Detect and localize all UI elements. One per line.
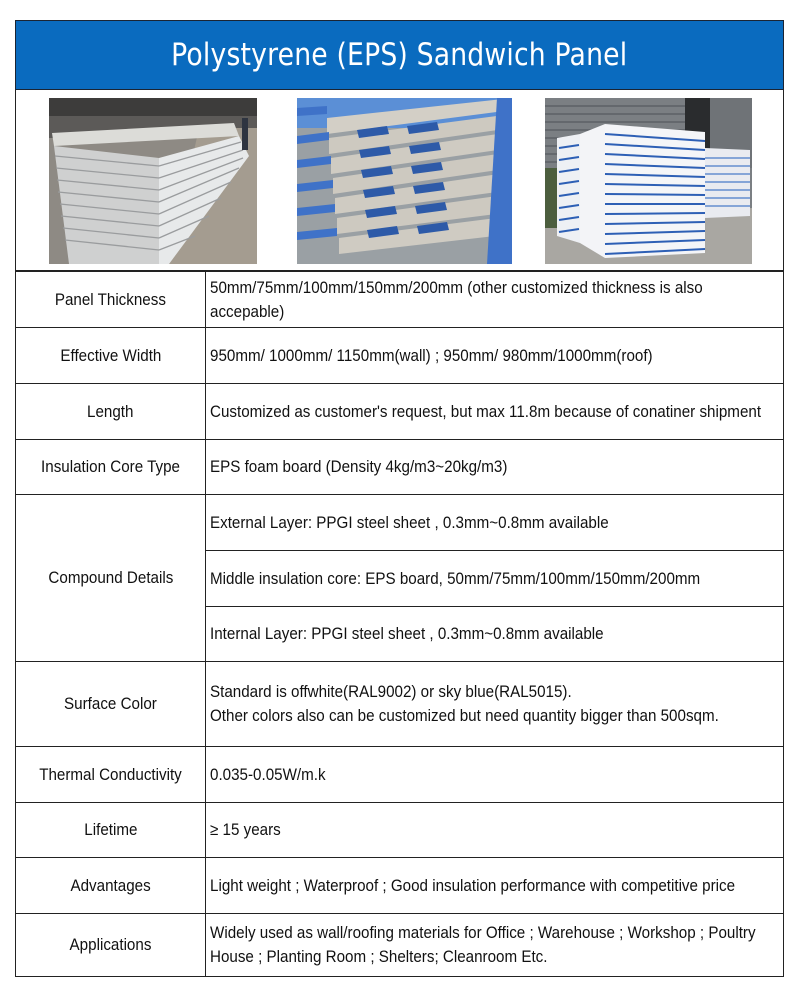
- row-label: [16, 858, 206, 914]
- label-text: Compound Details: [48, 569, 173, 587]
- value-text: 950mm/ 1000mm/ 1150mm(wall) ; 950mm/ 980mm/1000mm(roof): [210, 346, 653, 365]
- row-label: [16, 440, 206, 495]
- row-value: [206, 440, 784, 495]
- value-text: 0.035-0.05W/m.k: [210, 765, 326, 784]
- label-text: Effective Width: [60, 346, 161, 365]
- value-text: ≥ 15 years: [210, 821, 281, 839]
- panel-stack-image-3: [545, 98, 752, 264]
- table-row: [16, 747, 784, 803]
- label-text: Panel Thickness: [54, 290, 167, 309]
- table-row: [16, 803, 784, 858]
- stacked-blue-corrugated-roof-panels-photo: [297, 98, 512, 264]
- table-row: [16, 495, 784, 551]
- row-label: [16, 328, 206, 384]
- value-text: Internal Layer: PPGI steel sheet , 0.3mm~0.8mm available: [210, 625, 604, 643]
- row-label: [16, 803, 206, 858]
- label-text: Lifetime: [83, 821, 138, 839]
- compound-layer-middle: [206, 551, 784, 607]
- value-text-line-1: Standard is offwhite(RAL9002) or sky blue(RAL5015).: [210, 683, 572, 701]
- value-text: Middle insulation core: EPS board, 50mm/75mm/100mm/150mm/200mm: [210, 569, 701, 588]
- table-row: [16, 272, 784, 328]
- compound-layer-internal: [206, 607, 784, 662]
- label-text: Thermal Conductivity: [39, 765, 182, 784]
- row-label: [16, 384, 206, 440]
- panel-stack-image-2: [297, 98, 512, 264]
- row-value: [206, 803, 784, 858]
- spec-table: [15, 271, 784, 977]
- row-value: [206, 914, 784, 977]
- stacked-eps-wall-panels-warehouse-photo: [49, 98, 257, 264]
- table-row: [16, 914, 784, 977]
- row-value: [206, 747, 784, 803]
- title-banner: [15, 20, 784, 90]
- value-text-line-2: Other colors also can be customized but need quantity bigger than 500sqm.: [210, 707, 719, 725]
- row-label: [16, 747, 206, 803]
- table-row: [16, 440, 784, 495]
- label-text: Surface Color: [64, 695, 157, 713]
- table-row: [16, 858, 784, 914]
- row-value: [206, 858, 784, 914]
- compound-layer-external: [206, 495, 784, 551]
- row-value: [206, 662, 784, 747]
- table-row: [16, 384, 784, 440]
- label-text: Advantages: [70, 876, 151, 895]
- row-value: [206, 272, 784, 328]
- panel-stack-image-1: [49, 98, 257, 264]
- row-value: [206, 384, 784, 440]
- value-text: Light weight ; Waterproof ; Good insulation performance with competitive price: [210, 876, 736, 895]
- label-text: Insulation Core Type: [41, 458, 180, 476]
- product-spec-sheet: [15, 20, 784, 977]
- value-text: 50mm/75mm/100mm/150mm/200mm (other customized thickness is also accepable): [210, 278, 703, 321]
- value-text: Customized as customer's request, but max 11.8m because of conatiner shipment: [210, 402, 762, 421]
- stacked-white-blue-panels-outdoor-photo: [545, 98, 752, 264]
- row-label: [16, 272, 206, 328]
- value-text: EPS foam board (Density 4kg/m3~20kg/m3): [210, 458, 508, 476]
- row-label: [16, 495, 206, 662]
- table-row: [16, 662, 784, 747]
- label-text: Length: [87, 402, 134, 421]
- photo-row: [15, 90, 784, 271]
- row-label: [16, 914, 206, 977]
- row-value: [206, 328, 784, 384]
- page-title: Polystyrene (EPS) Sandwich Panel: [171, 37, 628, 73]
- value-text: External Layer: PPGI steel sheet , 0.3mm~0.8mm available: [210, 513, 609, 532]
- table-row: [16, 328, 784, 384]
- value-text: Widely used as wall/roofing materials for Office ; Warehouse ; Workshop ; Poultry House ; Planting Room ; Shelters; Cleanroom Etc.: [210, 924, 756, 966]
- label-text: Applications: [69, 936, 152, 954]
- row-label: [16, 662, 206, 747]
